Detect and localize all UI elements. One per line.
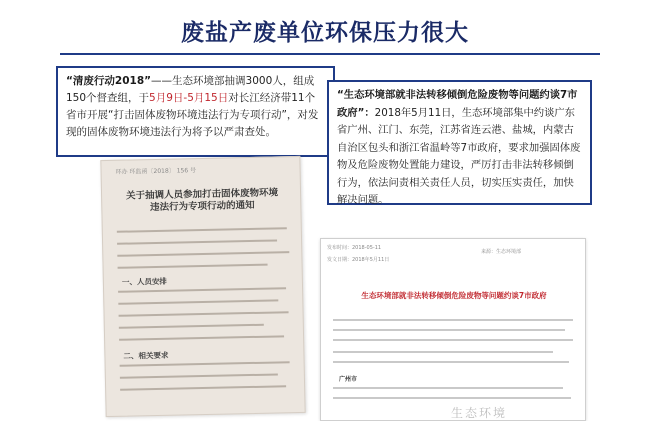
left-box-lead: “清废行动2018” [66, 75, 152, 87]
left-doc-heading: 关于抽调人员参加打击固体废物环境违法行为专项行动的通知 [125, 187, 279, 214]
text-line [333, 351, 553, 353]
text-line [118, 299, 278, 304]
right-doc-meta-1: 发布时间：2018-05-11 [327, 245, 382, 251]
text-line [119, 324, 264, 329]
text-line [119, 335, 284, 340]
left-doc-section-2: 二、相关要求 [123, 350, 169, 361]
text-line [117, 227, 287, 233]
text-line [333, 361, 569, 363]
left-doc-ref: 环办 环监函〔2018〕 156 号 [115, 167, 197, 176]
text-line [333, 329, 565, 331]
text-line [118, 287, 286, 293]
right-box-text: 2018年5月11日，生态环境部集中约谈广东省广州、江门、东莞，江苏省连云港、盐城，内蒙古自治区包头和浙江省温岭等7市政府，要求加强固体废物及危险废物处置能力建设，严厉打击非法转移倾倒行为，依法问责相关责任人员，切实压实责任，加快解决问题。 [337, 106, 581, 206]
text-line [333, 319, 573, 321]
right-doc-section: 广州市 [339, 376, 358, 383]
text-line [333, 387, 563, 389]
right-document-screenshot [320, 238, 586, 421]
left-box-text-1: ——生态环境部抽调3000人，组成150个督查组，于 [66, 75, 315, 104]
text-line [117, 239, 277, 244]
text-line [120, 385, 286, 390]
slide-title: 废盐产废单位环保压力很大 [181, 20, 469, 46]
left-box-text-2: 对长江经济带11个省市开展“打击固体废物环境违法行为专项行动”，对发现的固体废物环境违法行为将予以严肃查处。 [66, 92, 319, 138]
text-line [333, 397, 571, 399]
right-doc-red-title: 生态环境部就非法转移倾倒危险废物等问题约谈7市政府 [361, 291, 547, 300]
right-doc-watermark: 生态环境 [451, 406, 508, 420]
text-line [117, 251, 289, 257]
left-document-photo [100, 156, 305, 417]
text-line [119, 311, 289, 317]
right-doc-meta-2: 来源：生态环境部 [481, 249, 522, 255]
text-line [118, 264, 268, 269]
right-doc-meta-3: 发文日期：2018年5月11日 [327, 257, 390, 263]
slide-title-bar [0, 16, 650, 50]
text-line [333, 339, 573, 341]
text-line [120, 361, 290, 367]
left-news-box [56, 66, 335, 157]
left-doc-section-1: 一、人员安排 [121, 276, 167, 287]
right-news-box [327, 80, 592, 205]
right-box-lead: “生态环境部就非法转移倾倒危险废物等问题约谈7市政府”： [337, 89, 578, 119]
text-line [120, 373, 278, 378]
title-divider [60, 53, 600, 55]
left-box-red-dates: 5月9日-5月15日 [149, 92, 229, 104]
